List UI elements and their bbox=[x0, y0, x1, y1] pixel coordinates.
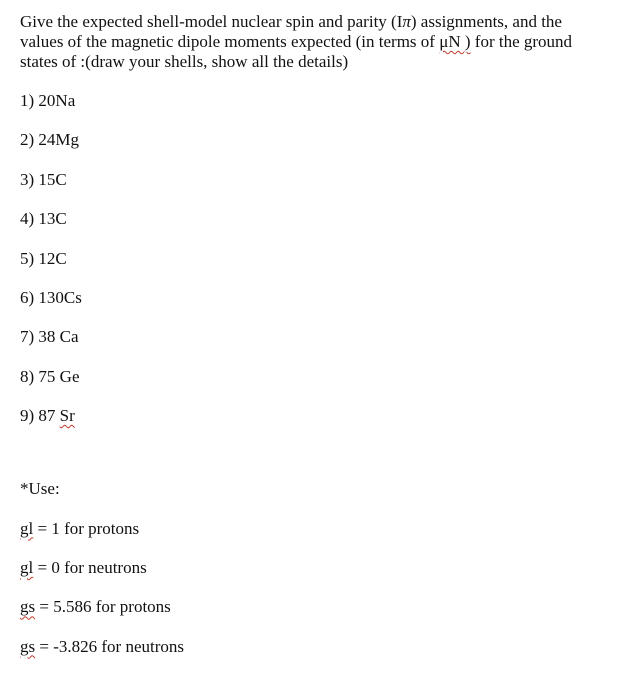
document-body bbox=[20, 12, 620, 676]
list-item: 9) 87 Sr bbox=[20, 406, 75, 426]
list-item: 3) 15C bbox=[20, 169, 67, 189]
list-item: 7) 38 Ca bbox=[20, 327, 79, 347]
spellcheck-word: Sr bbox=[59, 406, 75, 426]
list-item: 6) 130Cs bbox=[20, 287, 82, 307]
nucleus-list bbox=[20, 91, 620, 426]
spellcheck-word: gl bbox=[20, 557, 34, 577]
list-item: 1) 20Na bbox=[20, 91, 76, 110]
list-item: 4) 13C bbox=[20, 209, 67, 229]
spellcheck-word: gl bbox=[20, 518, 34, 538]
unit-mu-n: μN ) bbox=[439, 32, 471, 51]
question-line-2: values of the magnetic dipole moments expected (in terms of μN ) for the ground bbox=[20, 32, 573, 51]
use-heading: *Use: bbox=[20, 479, 60, 499]
list-item: 2) 24Mg bbox=[20, 130, 80, 150]
list-item: 8) 75 Ge bbox=[20, 366, 80, 386]
spellcheck-word: gs bbox=[20, 597, 36, 617]
constant-line: gl = 1 for protons bbox=[20, 518, 140, 538]
pi-symbol: π bbox=[402, 12, 411, 31]
use-constants bbox=[20, 479, 620, 657]
question-line-1: Give the expected shell-model nuclear spin and parity (Iπ) assignments, and the bbox=[20, 12, 562, 31]
constant-line: gs = -3.826 for neutrons bbox=[20, 636, 184, 656]
question-paragraph bbox=[20, 12, 620, 72]
question-line-3: states of :(draw your shells, show all the details) bbox=[20, 52, 349, 71]
constant-line: gs = 5.586 for protons bbox=[20, 597, 171, 617]
list-item: 5) 12C bbox=[20, 248, 67, 268]
spellcheck-word: gs bbox=[20, 636, 36, 656]
constant-line: gl = 0 for neutrons bbox=[20, 557, 147, 577]
